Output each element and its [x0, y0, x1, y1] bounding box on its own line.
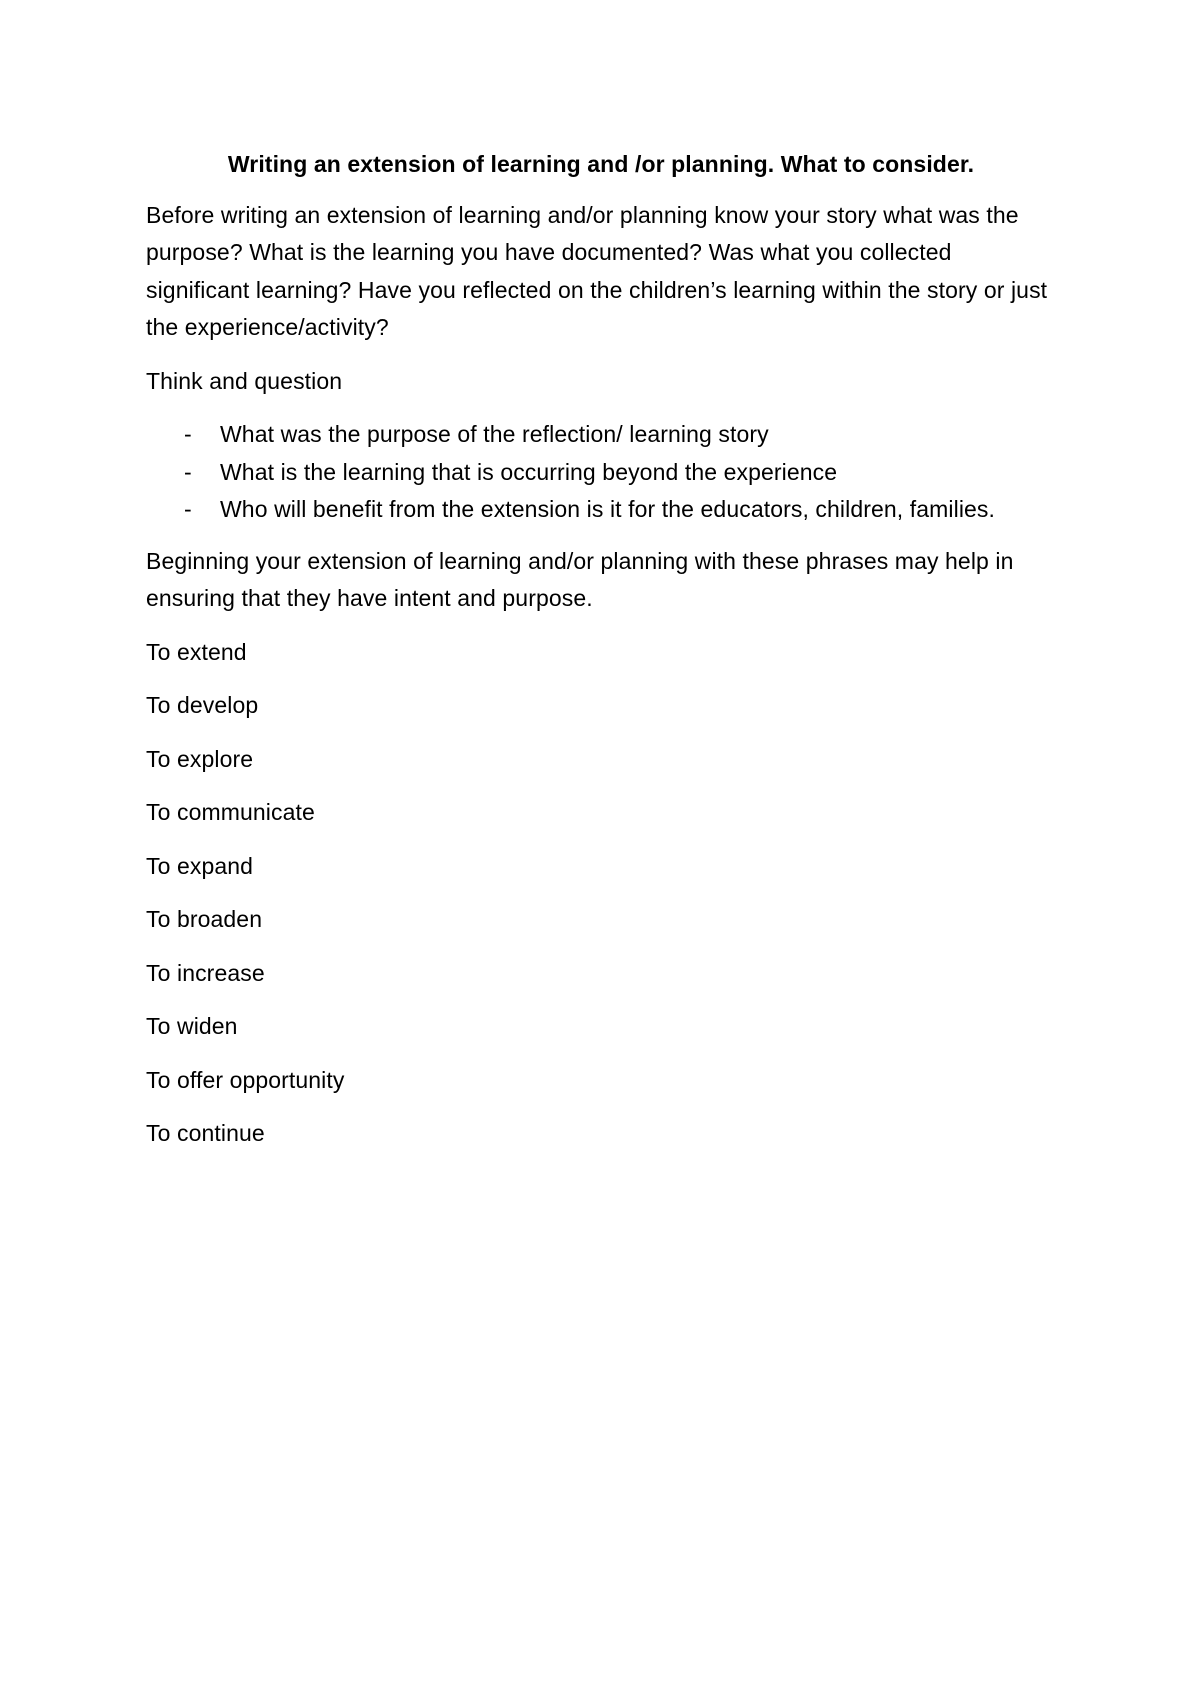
dash-bullet: -: [184, 496, 192, 522]
dash-bullet: -: [184, 458, 192, 485]
phrase-extend: To extend: [146, 638, 247, 665]
document-body: [146, 146, 1056, 1169]
list-item-text: Who will benefit from the extension is it for the educators, children, families.: [220, 496, 996, 522]
phrase-increase: To increase: [146, 959, 265, 986]
phrase-expand: To expand: [146, 852, 254, 879]
phrase-communicate: To communicate: [146, 799, 315, 825]
phrase-offer-opportunity: To offer opportunity: [146, 1066, 345, 1093]
dash-bullet: -: [184, 421, 192, 447]
phrase-develop: To develop: [146, 692, 259, 718]
document-title: Writing an extension of learning and /or planning. What to consider.: [227, 151, 975, 177]
beginning-paragraph: Beginning your extension of learning and/or planning with these phrases may help in ensuring that they have intent and purpose.: [146, 547, 1014, 611]
question-list: [146, 416, 1056, 529]
list-item: [146, 454, 1056, 492]
list-item-text: What was the purpose of the reflection/ learning story: [220, 421, 769, 447]
think-heading: Think and question: [146, 367, 343, 394]
phrase-explore: To explore: [146, 745, 254, 772]
list-item: [146, 491, 1056, 529]
phrase-widen: To widen: [146, 1013, 238, 1039]
list-item: [146, 416, 1056, 454]
intro-paragraph: Before writing an extension of learning and/or planning know your story what was the purpose? What is the learning you have documented? Was what you collected significant learning? Have you reflected on the children’s learning within the story or just the experience/activity?: [146, 201, 1048, 340]
list-item-text: What is the learning that is occurring beyond the experience: [220, 458, 838, 485]
phrase-broaden: To broaden: [146, 906, 263, 932]
phrase-continue: To continue: [146, 1120, 265, 1146]
